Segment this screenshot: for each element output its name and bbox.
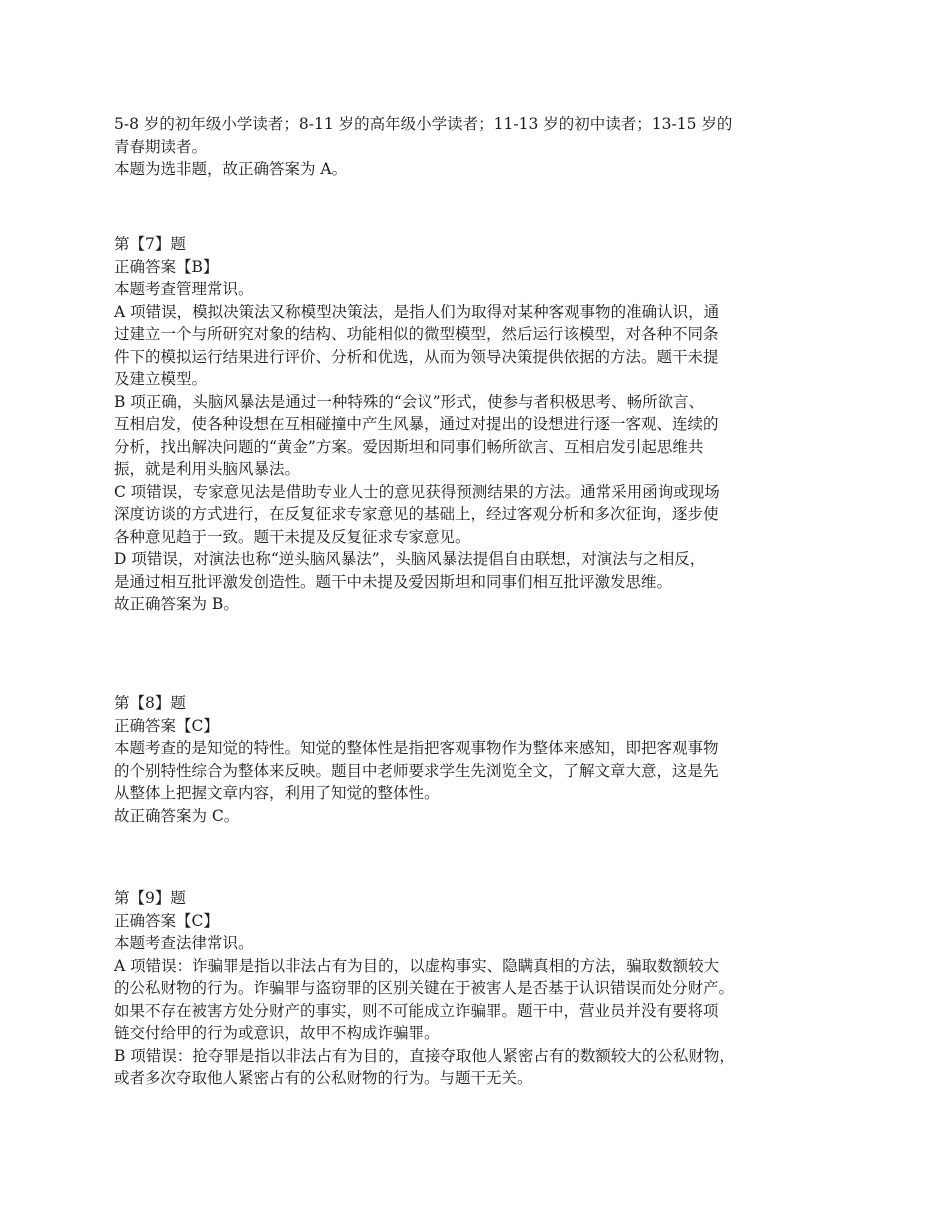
question-8-section — [114, 692, 849, 827]
text-line: 本题考查的是知觉的特性。知觉的整体性是指把客观事物作为整体来感知，即把客观事物 — [114, 739, 719, 757]
text-line: 件下的模拟运行结果进行评价、分析和优选，从而为领导决策提供依据的方法。题干未提 — [114, 347, 719, 366]
text-line: 链交付给甲的行为或意识，故甲不构成诈骗罪。 — [114, 1024, 440, 1042]
text-line: 各种意见趋于一致。题干未提及反复征求专家意见。 — [114, 527, 471, 546]
text-line: 本题考查法律常识。 — [114, 934, 254, 952]
intro-section — [114, 113, 849, 181]
text-line: A 项错误：诈骗罪是指以非法占有为目的，以虚构事实、隐瞒真相的方法，骗取数额较大 — [114, 956, 720, 975]
question-9-section — [114, 887, 849, 1090]
text-line: 互相启发，使各种设想在互相碰撞中产生风暴，通过对提出的设想进行逐一客观、连续的 — [114, 415, 719, 433]
question-7-section — [114, 233, 849, 616]
text-line: 过建立一个与所研究对象的结构、功能相似的微型模型，然后运行该模型，对各种不同条 — [114, 325, 719, 343]
text-line: 的个别特性综合为整体来反映。题目中老师要求学生先浏览全文，了解文章大意，这是先 — [114, 761, 719, 780]
question-heading: 第【9】题 — [114, 889, 186, 907]
question-heading: 第【7】题 — [114, 235, 186, 253]
text-line: B 项正确，头脑风暴法是通过一种特殊的“会议”形式，使参与者积极思考、畅所欲言、 — [114, 392, 705, 411]
text-line: 青春期读者。 — [114, 137, 208, 156]
answer-conclusion: 故正确答案为 B。 — [114, 595, 239, 613]
text-line: 从整体上把握文章内容，利用了知觉的整体性。 — [114, 784, 440, 802]
text-line: 5-8 岁的初年级小学读者；8-11 岁的高年级小学读者；11-13 岁的初中读者；13-15 岁的 — [114, 115, 733, 133]
text-line: A 项错误，模拟决策法又称模型决策法，是指人们为取得对某种客观事物的准确认识，通 — [114, 302, 720, 321]
answer-conclusion: 本题为选非题，故正确答案为 A。 — [114, 160, 348, 178]
correct-answer: 正确答案【C】 — [114, 911, 219, 930]
text-line: 及建立模型。 — [114, 370, 208, 388]
text-line: 是通过相互批评激发创造性。题干中未提及爱因斯坦和同事们相互批评激发思维。 — [114, 572, 673, 591]
answer-conclusion: 故正确答案为 C。 — [114, 806, 240, 825]
text-line: B 项错误：抢夺罪是指以非法占有为目的，直接夺取他人紧密占有的数额较大的公私财物， — [114, 1046, 735, 1065]
text-line: D 项错误，对演法也称“逆头脑风暴法”，头脑风暴法提倡自由联想，对演法与之相反， — [114, 550, 706, 568]
text-line: 如果不存在被害方处分财产的事实，则不可能成立诈骗罪。题干中，营业员并没有要将项 — [114, 1001, 719, 1020]
text-line: 或者多次夺取他人紧密占有的公私财物的行为。与题干无关。 — [114, 1069, 533, 1087]
text-line: 深度访谈的方式进行，在反复征求专家意见的基础上，经过客观分析和多次征询，逐步使 — [114, 505, 719, 523]
text-line: 的公私财物的行为。诈骗罪与盗窃罪的区别关键在于被害人是否基于认识错误而处分财产。 — [114, 979, 735, 997]
question-heading: 第【8】题 — [114, 694, 186, 712]
correct-answer: 正确答案【C】 — [114, 716, 219, 735]
text-line: 振，就是利用头脑风暴法。 — [114, 460, 301, 478]
correct-answer: 正确答案【B】 — [114, 257, 219, 276]
text-line: C 项错误，专家意见法是借助专业人士的意见获得预测结果的方法。通常采用函询或现场 — [114, 482, 720, 501]
text-line: 本题考查管理常识。 — [114, 280, 254, 298]
text-line: 分析，找出解决问题的“黄金”方案。爱因斯坦和同事们畅所欲言、互相启发引起思维共 — [114, 437, 704, 456]
